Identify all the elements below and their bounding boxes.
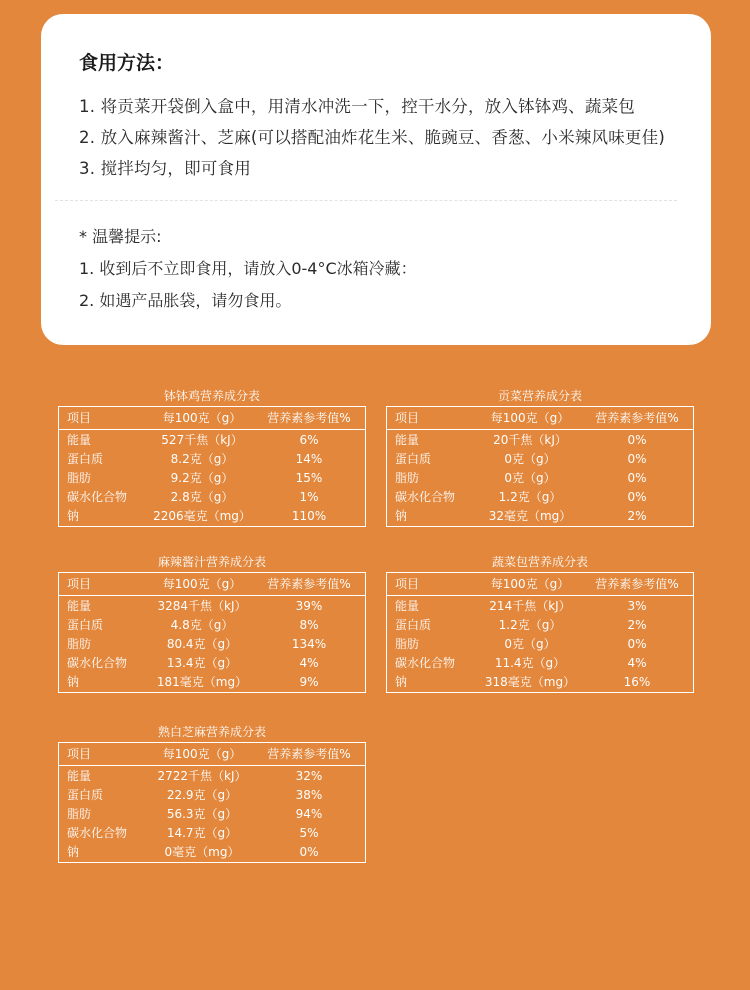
header-per100g: 每100克（g） [162, 577, 242, 591]
tip-2: 2. 如遇产品胀袋，请勿食用。 [79, 291, 292, 310]
nutrient-amount: 1.2克（g） [498, 618, 562, 632]
nutrient-name: 碳水化合物 [67, 656, 128, 670]
nutrient-name: 能量 [395, 433, 420, 447]
table-row [59, 805, 365, 824]
nutrient-nrv: 94% [295, 807, 323, 821]
nutrient-name: 蛋白质 [395, 452, 432, 466]
nutrient-nrv: 3% [627, 599, 647, 613]
table-row [387, 507, 693, 526]
nutrient-amount: 318毫克（mg） [484, 675, 576, 689]
nutrition-table-white-sesame [58, 722, 366, 863]
table-row [59, 507, 365, 526]
nutrient-name: 钠 [67, 845, 80, 859]
header-per100g: 每100克（g） [490, 577, 570, 591]
nutrient-amount: 9.2克（g） [170, 471, 234, 485]
nutrient-name: 能量 [395, 599, 420, 613]
nutrient-nrv: 8% [299, 618, 319, 632]
nutrient-nrv: 0% [627, 637, 647, 651]
nutrition-table-vegetable-pack [386, 552, 694, 693]
nutrient-nrv: 9% [299, 675, 319, 689]
nutrient-name: 能量 [67, 769, 92, 783]
nutrient-name: 脂肪 [67, 807, 92, 821]
nutrient-name: 蛋白质 [395, 618, 432, 632]
tip-title: * 温馨提示: [79, 227, 162, 246]
table-header [59, 573, 365, 596]
nutrient-amount: 0克（g） [504, 637, 556, 651]
table-header [59, 743, 365, 766]
table-row [59, 843, 365, 862]
header-nrv: 营养素参考值% [267, 747, 351, 761]
nutrient-nrv: 1% [299, 490, 319, 504]
header-per100g: 每100克（g） [490, 411, 570, 425]
usage-step-2: 2. 放入麻辣酱汁、芝麻(可以搭配油炸花生米、脆豌豆、香葱、小米辣风味更佳) [79, 128, 665, 147]
nutrient-amount: 527千焦（kJ） [161, 433, 243, 447]
nutrient-nrv: 32% [295, 769, 323, 783]
nutrition-table-gongcai [386, 386, 694, 527]
nutrient-nrv: 39% [295, 599, 323, 613]
table-grid [386, 406, 694, 527]
table-row [387, 431, 693, 450]
nutrient-amount: 214千焦（kJ） [489, 599, 571, 613]
nutrient-name: 脂肪 [395, 637, 420, 651]
nutrient-amount: 22.9克（g） [166, 788, 238, 802]
nutrient-nrv: 0% [627, 452, 647, 466]
nutrient-amount: 4.8克（g） [170, 618, 234, 632]
nutrient-amount: 2722千焦（kJ） [157, 769, 247, 783]
nutrient-amount: 2.8克（g） [170, 490, 234, 504]
nutrient-name: 钠 [395, 675, 408, 689]
table-row [59, 616, 365, 635]
nutrient-amount: 0毫克（mg） [164, 845, 240, 859]
header-item: 项目 [67, 747, 92, 761]
header-per100g: 每100克（g） [162, 747, 242, 761]
nutrition-table-spicy-sauce [58, 552, 366, 693]
nutrient-amount: 181毫克（mg） [156, 675, 248, 689]
nutrient-name: 钠 [67, 675, 80, 689]
table-title: 贡菜营养成分表 [497, 389, 582, 403]
header-nrv: 营养素参考值% [595, 411, 679, 425]
table-title: 钵钵鸡营养成分表 [163, 389, 260, 403]
nutrient-nrv: 14% [295, 452, 323, 466]
table-grid [58, 406, 366, 527]
nutrient-amount: 13.4克（g） [166, 656, 238, 670]
nutrient-nrv: 4% [299, 656, 319, 670]
table-row [387, 616, 693, 635]
nutrient-amount: 0克（g） [504, 471, 556, 485]
table-row [387, 450, 693, 469]
table-title: 麻辣酱汁营养成分表 [157, 555, 266, 569]
table-title: 蔬菜包营养成分表 [491, 555, 588, 569]
nutrient-amount: 80.4克（g） [166, 637, 238, 651]
table-row [59, 469, 365, 488]
nutrient-amount: 2206毫克（mg） [153, 509, 251, 523]
table-row [59, 654, 365, 673]
table-row [387, 635, 693, 654]
table-row [59, 488, 365, 507]
nutrient-nrv: 0% [627, 490, 647, 504]
nutrient-name: 碳水化合物 [67, 490, 128, 504]
nutrient-amount: 14.7克（g） [166, 826, 238, 840]
nutrient-name: 脂肪 [395, 471, 420, 485]
nutrient-amount: 11.4克（g） [494, 656, 566, 670]
table-row [59, 450, 365, 469]
table-row [59, 635, 365, 654]
nutrient-name: 碳水化合物 [395, 656, 456, 670]
nutrient-amount: 8.2克（g） [170, 452, 234, 466]
dashed-divider [55, 200, 677, 201]
usage-title: 食用方法： [79, 52, 175, 74]
nutrition-table-bobo-chicken [58, 386, 366, 527]
nutrient-nrv: 15% [295, 471, 323, 485]
nutrient-nrv: 6% [299, 433, 319, 447]
nutrient-name: 蛋白质 [67, 452, 104, 466]
nutrient-name: 钠 [67, 509, 80, 523]
nutrient-name: 蛋白质 [67, 788, 104, 802]
nutrient-name: 脂肪 [67, 471, 92, 485]
nutrient-nrv: 5% [299, 826, 319, 840]
usage-step-3: 3. 搅拌均匀，即可食用 [79, 159, 251, 178]
header-per100g: 每100克（g） [162, 411, 242, 425]
table-row [387, 597, 693, 616]
nutrient-amount: 3284千焦（kJ） [157, 599, 247, 613]
table-row [59, 673, 365, 692]
header-item: 项目 [395, 577, 420, 591]
table-grid [58, 572, 366, 693]
header-nrv: 营养素参考值% [267, 577, 351, 591]
table-grid [386, 572, 694, 693]
nutrient-nrv: 110% [291, 509, 327, 523]
table-row [59, 597, 365, 616]
nutrient-name: 碳水化合物 [67, 826, 128, 840]
header-nrv: 营养素参考值% [595, 577, 679, 591]
nutrient-amount: 1.2克（g） [498, 490, 562, 504]
nutrient-name: 能量 [67, 433, 92, 447]
nutrient-name: 碳水化合物 [395, 490, 456, 504]
nutrient-name: 钠 [395, 509, 408, 523]
tip-1: 1. 收到后不立即食用，请放入0-4°C冰箱冷藏： [79, 259, 417, 278]
table-title: 熟白芝麻营养成分表 [157, 725, 266, 739]
table-row [59, 431, 365, 450]
usage-step-1: 1. 将贡菜开袋倒入盒中，用清水冲洗一下，控干水分，放入钵钵鸡、蔬菜包 [79, 97, 635, 116]
table-row [387, 673, 693, 692]
table-grid [58, 742, 366, 863]
nutrient-nrv: 4% [627, 656, 647, 670]
table-row [387, 488, 693, 507]
table-row [59, 767, 365, 786]
usage-card [41, 14, 711, 345]
table-row [59, 824, 365, 843]
header-item: 项目 [67, 577, 92, 591]
table-row [387, 469, 693, 488]
nutrient-name: 蛋白质 [67, 618, 104, 632]
nutrient-nrv: 0% [299, 845, 319, 859]
nutrient-nrv: 38% [295, 788, 323, 802]
table-header [387, 573, 693, 596]
nutrient-name: 能量 [67, 599, 92, 613]
header-item: 项目 [395, 411, 420, 425]
table-row [59, 786, 365, 805]
nutrient-nrv: 2% [627, 509, 647, 523]
nutrient-nrv: 2% [627, 618, 647, 632]
header-item: 项目 [67, 411, 92, 425]
table-header [387, 407, 693, 430]
nutrient-nrv: 16% [623, 675, 651, 689]
nutrient-nrv: 0% [627, 471, 647, 485]
nutrient-amount: 56.3克（g） [166, 807, 238, 821]
nutrient-nrv: 134% [291, 637, 327, 651]
nutrient-amount: 0克（g） [504, 452, 556, 466]
table-row [387, 654, 693, 673]
header-nrv: 营养素参考值% [267, 411, 351, 425]
nutrient-amount: 32毫克（mg） [488, 509, 572, 523]
nutrient-name: 脂肪 [67, 637, 92, 651]
table-header [59, 407, 365, 430]
nutrient-amount: 20千焦（kJ） [493, 433, 567, 447]
nutrient-nrv: 0% [627, 433, 647, 447]
